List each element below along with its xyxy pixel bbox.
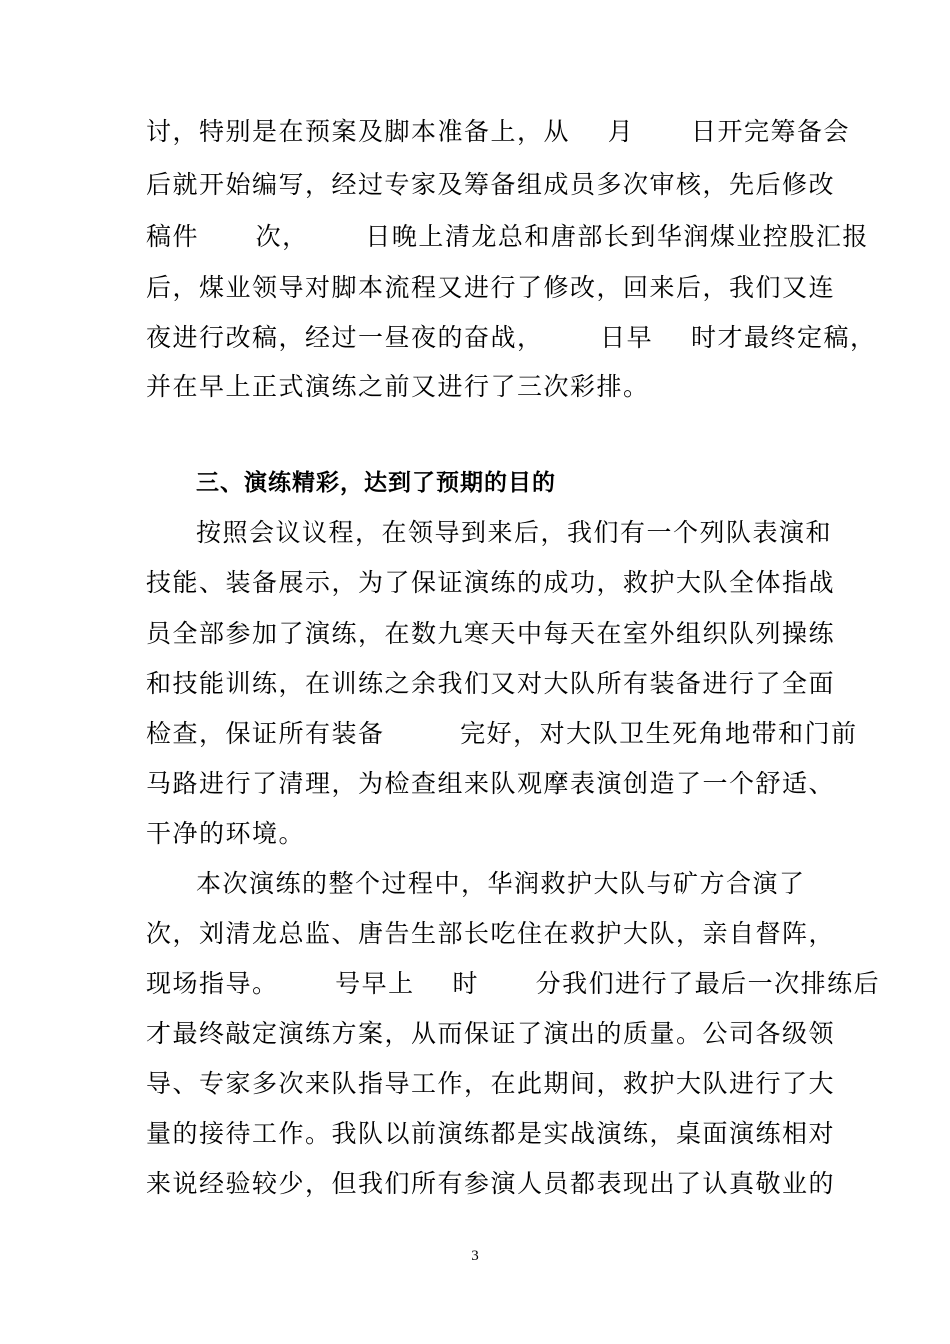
text-line: 后，煤业领导对脚本流程又进行了修改，回来后，我们又连 xyxy=(146,273,836,302)
text-line: 马路进行了清理，为检查组来队观摩表演创造了一个舒适、 xyxy=(146,769,836,798)
text-line: 技能、装备展示，为了保证演练的成功，救护大队全体指战 xyxy=(146,568,836,597)
text-line: 次，刘清龙总监、唐告生部长吃住在救护大队，亲自督阵， xyxy=(146,919,836,948)
text-line: 现场指导。 号早上 时 分我们进行了最后一次排练后 xyxy=(146,969,881,998)
text-line: 才最终敲定演练方案，从而保证了演出的质量。公司各级领 xyxy=(146,1019,836,1048)
text-line: 导、专家多次来队指导工作，在此期间，救护大队进行了大 xyxy=(146,1069,836,1098)
page-number: 3 xyxy=(471,1248,479,1264)
text-line: 后就开始编写，经过专家及筹备组成员多次审核，先后修改 xyxy=(146,170,836,199)
text-line: 检查，保证所有装备 完好，对大队卫生死角地带和门前 xyxy=(146,719,858,748)
text-line: 干净的环境。 xyxy=(146,819,306,848)
text-line: 和技能训练，在训练之余我们又对大队所有装备进行了全面 xyxy=(146,669,836,698)
text-line: 夜进行改稿，经过一昼夜的奋战， 日早 时才最终定稿， xyxy=(146,323,877,352)
text-line: 稿件 次， 日晚上清龙总和唐部长到华润煤业控股汇报 xyxy=(146,222,869,251)
section-heading: 三、演练精彩，达到了预期的目的 xyxy=(196,470,556,496)
text-line: 本次演练的整个过程中，华润救护大队与矿方合演了 xyxy=(196,869,806,898)
text-line: 来说经验较少，但我们所有参演人员都表现出了认真敬业的 xyxy=(146,1169,836,1198)
text-line: 按照会议议程，在领导到来后，我们有一个列队表演和 xyxy=(196,518,833,547)
text-line: 讨，特别是在预案及脚本准备上，从 月 日开完筹备会 xyxy=(146,117,850,146)
text-line: 员全部参加了演练，在数九寒天中每天在室外组织队列操练 xyxy=(146,619,836,648)
text-line: 量的接待工作。我队以前演练都是实战演练，桌面演练相对 xyxy=(146,1119,836,1148)
text-line: 并在早上正式演练之前又进行了三次彩排。 xyxy=(146,372,650,401)
